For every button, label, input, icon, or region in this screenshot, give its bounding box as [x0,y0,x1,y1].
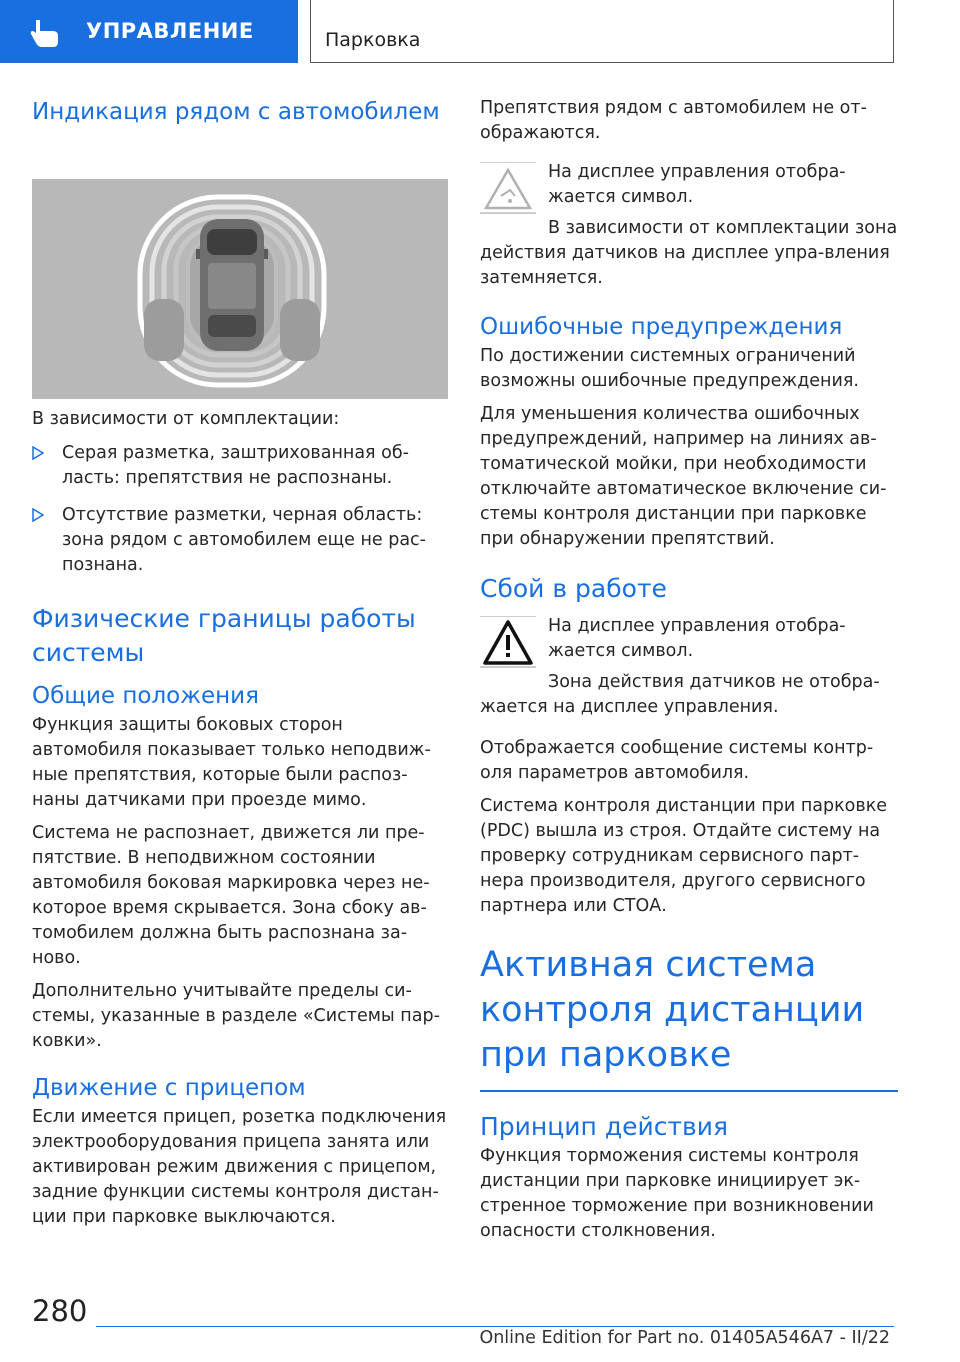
heading-active-pdc: Активная система контроля дистанции при парковке [480,945,865,1075]
pointing-hand-icon [28,16,62,48]
heading-principle: Принцип действия [480,1111,729,1141]
bullet-triangle-icon [32,508,44,522]
list-item-text: Отсутствие разметки, черная область: зона рядом с автомобилем еще не рас-познана. [62,505,426,575]
paragraph-principle: Функция торможения системы контроля дистанции при парковке инициирует эк-стренное торможение при возникновении опасности столкновения. [480,1145,874,1241]
symbol-text-2: На дисплее управления отобра-жается символ. [548,616,846,661]
paragraph-fail-2: Система контроля дистанции при парковке (PDC) вышла из строя. Отдайте систему на проверку сотрудникам сервисного парт-нера производителя, другого сервисного партнера или СТОА. [480,796,888,916]
heading-physical-limits: Физические границы работы системы [32,604,416,667]
section-tab [0,0,298,63]
paragraph-obstacles: Препятствия рядом с автомобилем не от-ображаются. [480,98,867,143]
bullet-triangle-icon [32,446,44,460]
symbol-block-dimmed [480,160,898,210]
section-divider [480,1090,898,1092]
heading-malfunction: Сбой в работе [480,574,667,603]
chapter-header [310,0,894,63]
paragraph-general-2: Система не распознает, движется ли пре-пятствие. В неподвижном состоянии автомобиля боковая маркировка через не-которое время скрывается. Зона сбоку ав-томобилем должна быть распознана за-ново. [32,823,430,968]
paragraph-dimmed-zone: В зависимости от комплектации зона действия датчиков на дисплее упра-вления затемняется. [480,218,898,288]
warning-triangle-icon [480,616,536,668]
footer-edition: Online Edition for Part no. 01405A546A7 - II/22 [479,1328,890,1348]
heading-trailer: Движение с прицепом [32,1075,306,1101]
left-column [32,96,450,1230]
list-item [32,441,450,491]
sensor-warning-grey-icon [480,162,536,214]
chapter-title: Парковка [325,29,421,51]
side-protection-figure [32,179,448,399]
paragraph-depends: В зависимости от комплектации: [32,409,340,429]
heading-side-indication: Индикация рядом с автомобилем [32,99,440,125]
heading-false-warnings: Ошибочные предупреждения [480,314,843,340]
section-label: УПРАВЛЕНИЕ [86,19,254,43]
markings-list [32,441,450,578]
list-item-text: Серая разметка, заштрихованная об-ласть: препятствия не распознаны. [62,443,409,488]
paragraph-fail-1: Отображается сообщение системы контр-оля параметров автомобиля. [480,738,874,783]
paragraph-general-1: Функция защиты боковых сторон автомобиля показывает только неподвиж-ные препятствия, которые были распоз-наны датчиками при проезде мимо. [32,715,431,810]
page-number: 280 [32,1294,88,1328]
paragraph-general-3: Дополнительно учитывайте пределы си-стемы, указанные в разделе «Системы пар-ковки». [32,981,440,1051]
footer-divider [96,1326,894,1327]
symbol-text-1: На дисплее управления отобра-жается символ. [548,162,846,207]
paragraph-trailer: Если имеется прицеп, розетка подключения электрооборудования прицепа занята или активирован режим движения с прицепом, задние функции системы контроля дистан-ции при парковке выключаются. [32,1107,447,1227]
symbol-block-failure [480,614,898,664]
car-zones-illustration [32,179,448,399]
paragraph-false-1: По достижении системных ограничений возможны ошибочные предупреждения. [480,346,859,391]
right-column [480,96,898,1244]
paragraph-false-2: Для уменьшения количества ошибочных предупреждений, например на линиях ав-томатической мойки, при необходимости отключайте автоматическое включение си-стемы контроля дистанции при парковке при обнаружении препятствий. [480,404,887,549]
list-item [32,503,450,578]
heading-general: Общие положения [32,683,259,709]
paragraph-zone-hidden: Зона действия датчиков не отобра-жается на дисплее управления. [480,672,880,717]
